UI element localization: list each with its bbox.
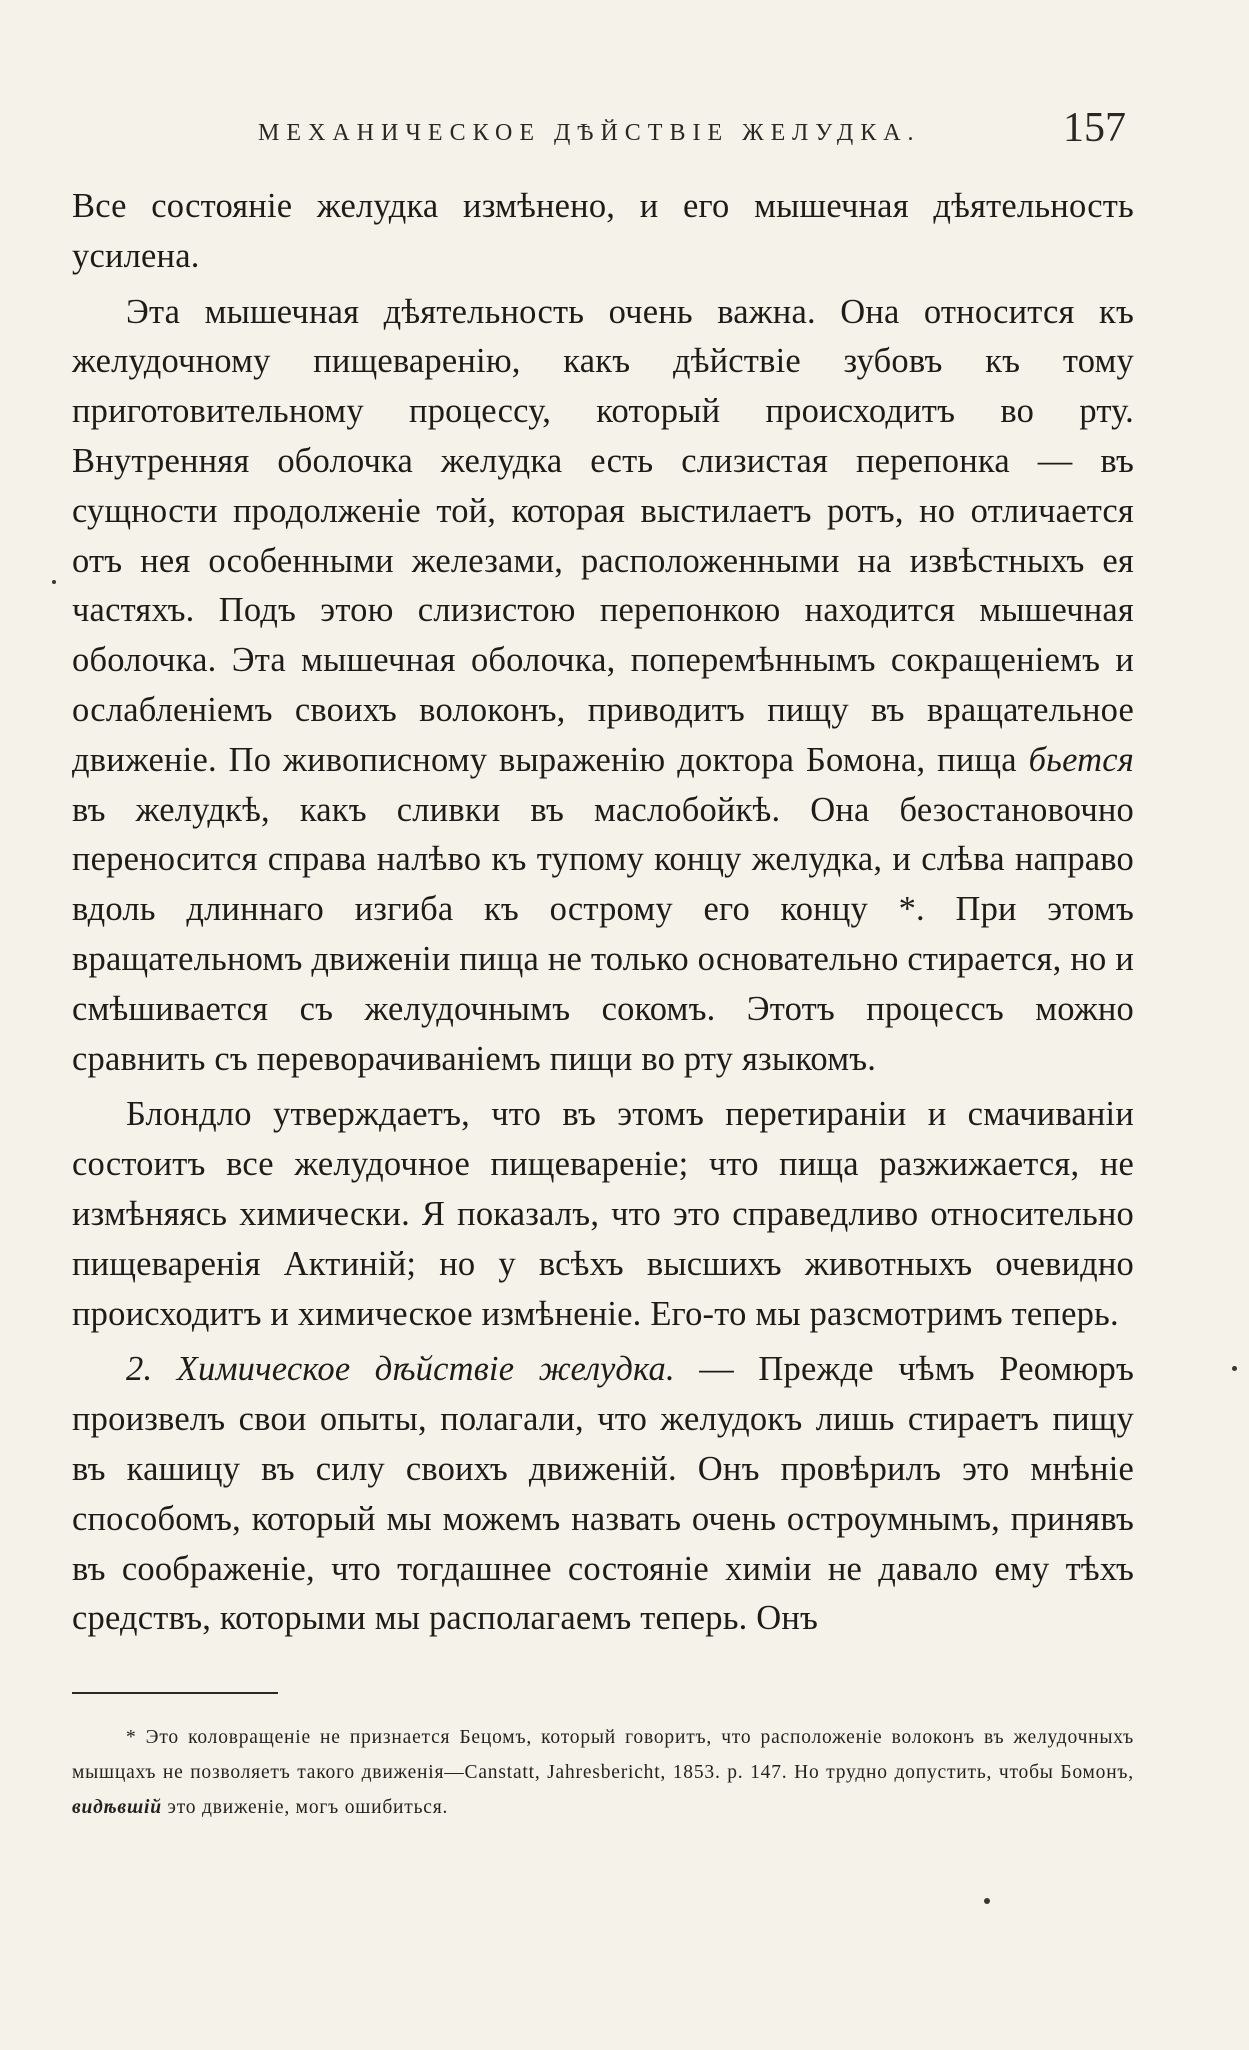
- paragraph-4: [72, 1345, 1134, 1644]
- paragraph-2-text-a: Эта мышечная дѣятельность очень важна. Она относится къ желудочному пищеваренію, какъ дѣйствіе зубовъ къ тому приготовительному процессу, который происходитъ во рту. Внутренняя оболочка желудка есть слизистая перепонка — въ сущности продолженіе той, которая выстилаетъ ротъ, но отличается отъ нея особенными железами, расположенными на извѣстныхъ ея частяхъ. Подъ этою слизистою перепонкою находится мышечная оболочка. Эта мышечная оболочка, поперемѣннымъ сокращеніемъ и ослабленіемъ своихъ волоконъ, приводитъ пищу въ вращательное движеніе. По живописному выраженію доктора Бомона, пища: [72, 292, 1134, 779]
- paragraph-2: [72, 288, 1134, 1085]
- ink-speck: [984, 1898, 990, 1904]
- body-text: [72, 182, 1134, 1644]
- ink-speck: [52, 580, 56, 584]
- footnote-text-b: это движеніе, могъ ошибиться.: [161, 1797, 449, 1819]
- footnote-emphasis: видѣвшій: [72, 1797, 162, 1819]
- paragraph-2-emphasis: бьется: [1028, 740, 1134, 779]
- paragraph-1: Все состояніе желудка измѣнено, и его мышечная дѣятельность усилена.: [72, 187, 1134, 275]
- running-head: МЕХАНИЧЕСКОЕ ДѢЙСТВІЕ ЖЕЛУДКА.: [258, 120, 921, 146]
- footnote-rule: [72, 1692, 278, 1694]
- paragraph-4-text: — Прежде чѣмъ Реомюръ произвелъ свои опыты, полагали, что желудокъ лишь стираетъ пищу въ кашицу въ силу своихъ движеній. Онъ провѣрилъ это мнѣніе способомъ, который мы можемъ назвать очень остроумнымъ, принявъ въ соображеніе, что тогдашнее состояніе химіи не давало ему тѣхъ средствъ, которыми мы располагаемъ теперь. Онъ: [72, 1350, 1134, 1638]
- book-page: [72, 100, 1134, 2000]
- footnote: [72, 1720, 1134, 1825]
- footnote-text-a: * Это коловращеніе не признается Бецомъ, который говоритъ, что расположеніе волоконъ въ желудочныхъ мышцахъ не позволяетъ такого движенія—Canstatt, Jahresbericht, 1853. p. 147. Но трудно допустить, чтобы Бомонъ,: [72, 1727, 1134, 1784]
- paragraph-3: Блондло утверждаетъ, что въ этомъ перетираніи и смачиваніи состоитъ все желудочное пищевареніе; что пища разжижается, не измѣняясь химически. Я показалъ, что это справедливо относительно пищеваренія Актиній; но у всѣхъ высшихъ животныхъ очевидно происходитъ и химическое измѣненіе. Его-то мы разсмотримъ теперь.: [72, 1095, 1134, 1333]
- ink-speck: [1232, 1366, 1237, 1371]
- paragraph-2-text-b: въ желудкѣ, какъ сливки въ маслобойкѣ. Она безостановочно переносится справа налѣво къ тупому концу желудка, и слѣва направо вдоль длиннаго изгиба къ острому его концу *. При этомъ вращательномъ движеніи пища не только основательно стирается, но и смѣшивается съ желудочнымъ сокомъ. Этотъ процессъ можно сравнить съ переворачиваніемъ пищи во рту языкомъ.: [72, 790, 1134, 1078]
- section-heading: 2. Химическое дѣйствіе желудка.: [126, 1350, 675, 1389]
- page-header: [72, 100, 1134, 160]
- page-number: 157: [1063, 105, 1126, 151]
